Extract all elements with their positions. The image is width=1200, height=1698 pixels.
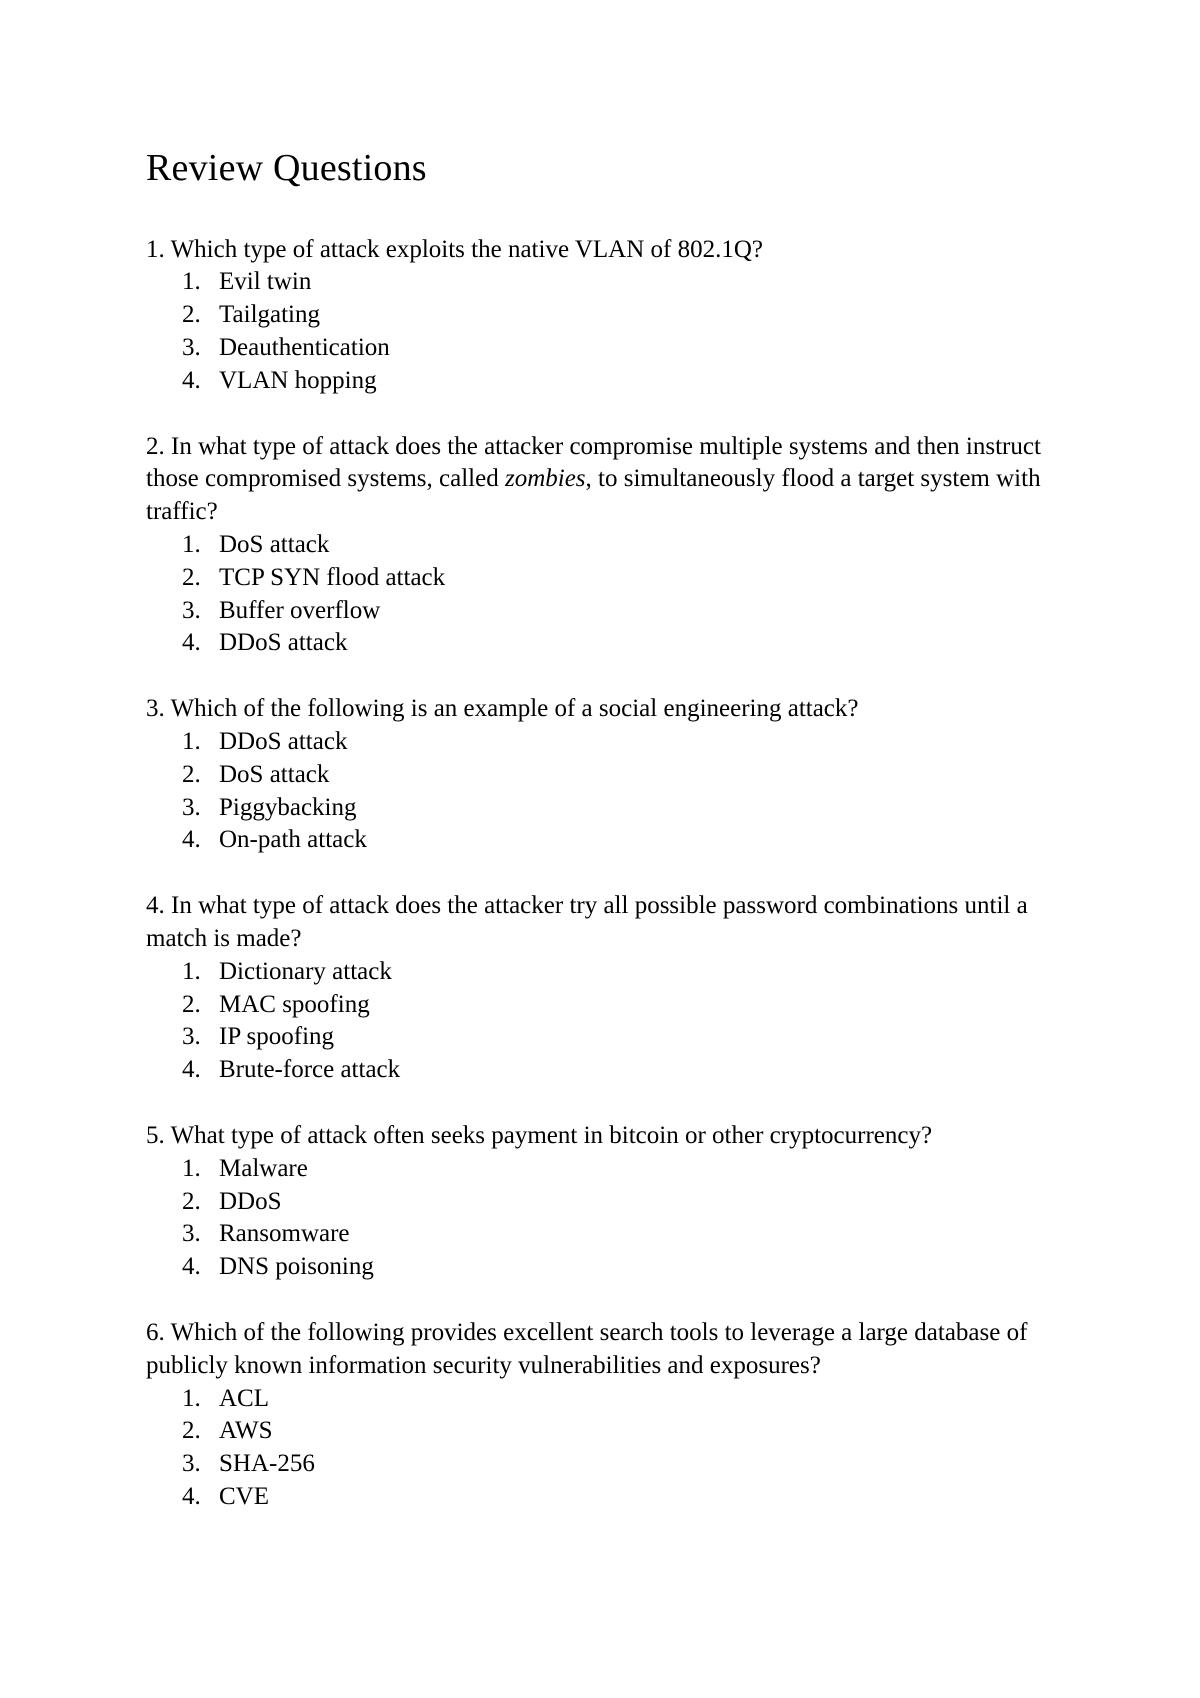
answer-option — [146, 792, 1086, 825]
question-number: 2. — [146, 432, 165, 460]
question-emphasis: zombies — [504, 465, 586, 493]
option-label: Evil twin — [219, 268, 312, 296]
answer-option — [146, 266, 1086, 299]
answer-option — [146, 1153, 1086, 1186]
option-label: IP spoofing — [219, 1023, 335, 1051]
option-number: 3. — [182, 596, 201, 624]
option-number: 2. — [182, 1187, 201, 1215]
question-text — [146, 1317, 1086, 1383]
option-number: 2. — [182, 1417, 201, 1445]
answer-option — [146, 1218, 1086, 1251]
option-number: 4. — [182, 1056, 201, 1084]
question-5 — [146, 1120, 1086, 1284]
answer-options — [146, 1383, 1086, 1514]
question-3 — [146, 693, 1086, 857]
answer-option — [146, 1251, 1086, 1284]
option-label: Deauthentication — [219, 333, 390, 361]
answer-option — [146, 332, 1086, 365]
option-label: AWS — [219, 1417, 273, 1445]
question-body: In what type of attack does the attacker compromise multiple systems and then instruct those compromised systems, called — [146, 432, 1041, 493]
option-number: 2. — [182, 563, 201, 591]
option-number: 1. — [182, 957, 201, 985]
option-number: 4. — [182, 1253, 201, 1281]
option-number: 4. — [182, 366, 201, 394]
option-label: DDoS — [219, 1187, 282, 1215]
option-number: 3. — [182, 333, 201, 361]
option-label: On-path attack — [219, 826, 367, 854]
answer-option — [146, 1481, 1086, 1514]
option-number: 2. — [182, 990, 201, 1018]
answer-options — [146, 266, 1086, 397]
answer-options — [146, 956, 1086, 1087]
question-body: Which of the following provides excellent search tools to leverage a large database of publicly known information security vulnerabilities and exposures? — [146, 1318, 1028, 1379]
answer-option — [146, 1186, 1086, 1219]
option-number: 3. — [182, 1023, 201, 1051]
option-label: Brute-force attack — [219, 1056, 401, 1084]
question-2 — [146, 431, 1086, 661]
question-1 — [146, 234, 1086, 398]
answer-option — [146, 1448, 1086, 1481]
question-6 — [146, 1317, 1086, 1514]
option-label: CVE — [219, 1482, 269, 1510]
answer-option — [146, 529, 1086, 562]
option-label: MAC spoofing — [219, 990, 370, 1018]
question-text — [146, 693, 1086, 726]
answer-option — [146, 989, 1086, 1022]
document-page — [146, 146, 1086, 1547]
answer-option — [146, 1021, 1086, 1054]
option-label: Tailgating — [219, 301, 321, 329]
question-body: Which type of attack exploits the native VLAN of 802.1Q? — [170, 235, 763, 263]
question-body-continued: , to simultaneously flood a target system with traffic? — [146, 465, 1041, 526]
option-label: Malware — [219, 1154, 308, 1182]
option-label: DDoS attack — [219, 629, 348, 657]
answer-option — [146, 824, 1086, 857]
option-number: 1. — [182, 268, 201, 296]
question-number: 6. — [146, 1318, 165, 1346]
answer-options — [146, 529, 1086, 660]
answer-options — [146, 1153, 1086, 1284]
answer-option — [146, 1383, 1086, 1416]
option-number: 1. — [182, 1384, 201, 1412]
option-label: Dictionary attack — [219, 957, 392, 985]
option-number: 4. — [182, 629, 201, 657]
question-text — [146, 1120, 1086, 1153]
option-number: 3. — [182, 1220, 201, 1248]
question-number: 3. — [146, 695, 165, 723]
question-4 — [146, 890, 1086, 1087]
answer-option — [146, 1054, 1086, 1087]
option-number: 3. — [182, 1450, 201, 1478]
option-label: ACL — [219, 1384, 269, 1412]
option-number: 1. — [182, 727, 201, 755]
answer-option — [146, 956, 1086, 989]
option-number: 3. — [182, 793, 201, 821]
option-label: SHA-256 — [219, 1450, 315, 1478]
question-body: Which of the following is an example of a social engineering attack? — [170, 695, 859, 723]
answer-option — [146, 726, 1086, 759]
question-number: 4. — [146, 892, 165, 920]
answer-option — [146, 562, 1086, 595]
option-label: TCP SYN flood attack — [219, 563, 446, 591]
option-label: Piggybacking — [219, 793, 357, 821]
question-number: 1. — [146, 235, 165, 263]
option-number: 1. — [182, 1154, 201, 1182]
question-text — [146, 431, 1086, 529]
question-body: What type of attack often seeks payment in bitcoin or other cryptocurrency? — [170, 1121, 933, 1149]
answer-option — [146, 1415, 1086, 1448]
question-text — [146, 234, 1086, 267]
option-label: Ransomware — [219, 1220, 350, 1248]
page-title: Review Questions — [146, 147, 427, 189]
option-label: VLAN hopping — [219, 366, 377, 394]
option-number: 4. — [182, 826, 201, 854]
option-label: DDoS attack — [219, 727, 348, 755]
answer-options — [146, 726, 1086, 857]
answer-option — [146, 365, 1086, 398]
question-number: 5. — [146, 1121, 165, 1149]
question-body: In what type of attack does the attacker try all possible password combinations until a match is made? — [146, 892, 1028, 952]
answer-option — [146, 627, 1086, 660]
answer-option — [146, 759, 1086, 792]
option-label: Buffer overflow — [219, 596, 381, 624]
answer-option — [146, 595, 1086, 628]
option-label: DoS attack — [219, 760, 330, 788]
option-number: 4. — [182, 1482, 201, 1510]
option-label: DoS attack — [219, 530, 330, 558]
answer-option — [146, 299, 1086, 332]
option-number: 2. — [182, 760, 201, 788]
option-number: 2. — [182, 301, 201, 329]
option-label: DNS poisoning — [219, 1253, 374, 1281]
question-text — [146, 890, 1086, 956]
option-number: 1. — [182, 530, 201, 558]
